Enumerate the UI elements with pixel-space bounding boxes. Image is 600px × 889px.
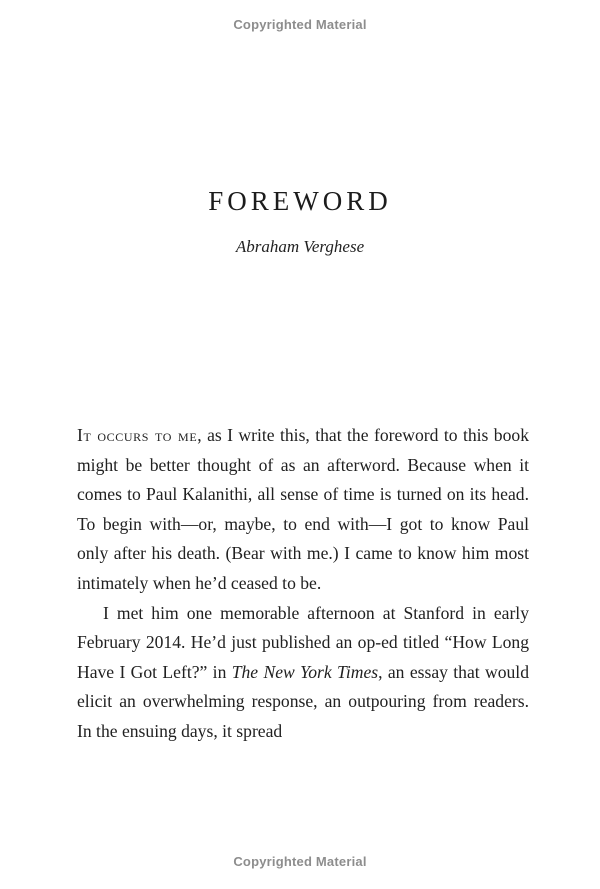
body-text <box>77 421 529 747</box>
paragraph-2-publication-title: The New York Times <box>231 661 379 682</box>
paragraph-1-text: , as I write this, that the foreword to this book might be better thought of as an afterword. Because when it comes to Paul Kalanithi, all sense of time is turned on its head. To begin with—or, maybe, to end with—I got to know Paul only after his death. (Bear with me.) I came to know him most intimately when he’d ceased to be. <box>77 425 529 593</box>
paragraph-2-text-end: , an essay that would elicit an overwhelming response, an outpouring from readers. In the ensuing days, it spread <box>77 661 529 741</box>
paragraph-1-smallcaps-lead: It occurs to me <box>77 425 198 445</box>
paragraph-2-text-start: I met him one memorable afternoon at Stanford in early February 2014. He’d just published an op-ed titled “How Long Have I Got Left?” in <box>77 602 529 682</box>
paragraph-2 <box>77 599 529 747</box>
copyright-notice-bottom: Copyrighted Material <box>233 854 367 869</box>
author-byline: Abraham Verghese <box>235 237 365 256</box>
copyright-notice-top: Copyrighted Material <box>233 17 367 32</box>
chapter-title: FOREWORD <box>208 186 392 216</box>
paragraph-1 <box>77 421 529 599</box>
